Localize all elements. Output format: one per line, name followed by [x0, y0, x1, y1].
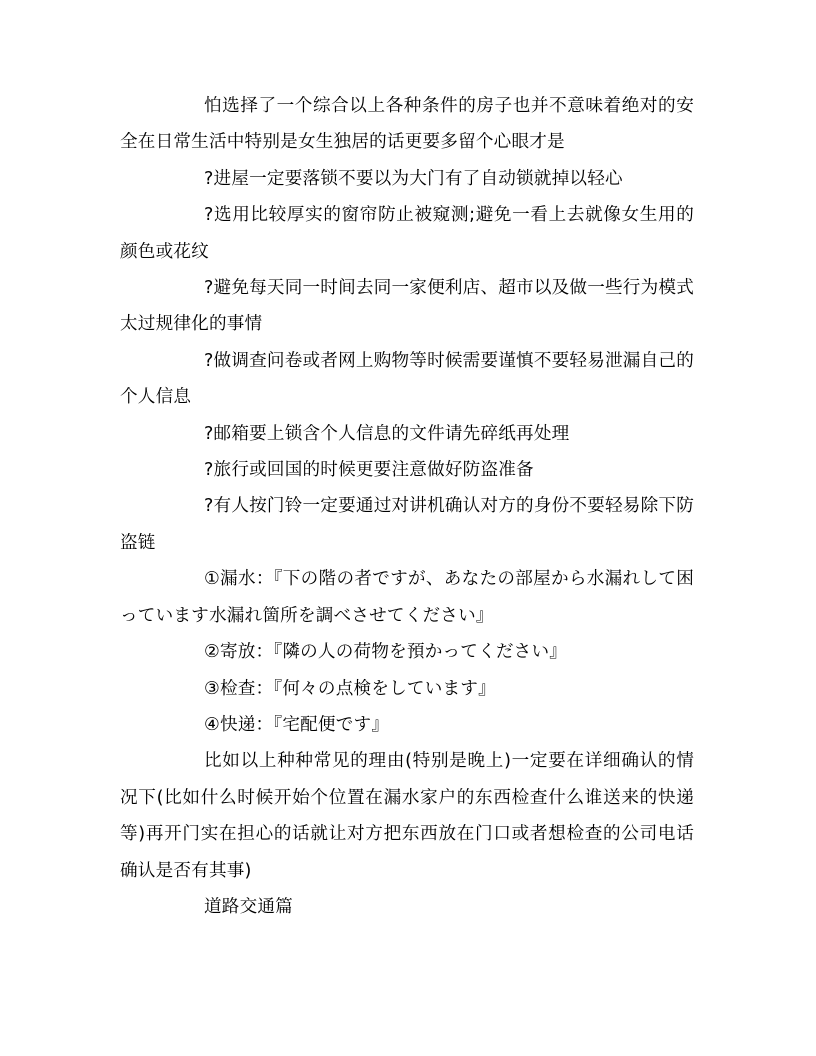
tip-routine: ?避免每天同一时间去同一家便利店、超市以及做一些行为模式太过规律化的事情 [120, 278, 694, 335]
tip-lock-door: ?进屋一定要落锁不要以为大门有了自动锁就掉以轻心 [204, 168, 623, 189]
document-page [120, 88, 694, 925]
excuse-delivery: ④快递：『宅配便です』 [204, 714, 390, 735]
excuse-inspection: ③检查：『何々の点検をしています』 [204, 678, 496, 699]
excuse-package-hold: ②寄放：『隣の人の荷物を預かってください』 [204, 642, 568, 663]
section-heading-traffic: 道路交通篇 [204, 896, 293, 917]
tip-doorbell: ?有人按门铃一定要通过对讲机确认对方的身份不要轻易除下防盗链 [120, 496, 694, 553]
tip-personal-info: ?做调查问卷或者网上购物等时候需要谨慎不要轻易泄漏自己的个人信息 [120, 350, 694, 408]
tip-curtains: ?选用比较厚实的窗帘防止被窥测;避免一看上去就像女生用的颜色或花纹 [120, 205, 694, 262]
intro-paragraph: 怕选择了一个综合以上各种条件的房子也并不意味着绝对的安全在日常生活中特别是女生独居的话更要多留个心眼才是 [120, 96, 694, 153]
tip-travel: ?旅行或回国的时候更要注意做好防盗准备 [204, 460, 534, 481]
excuse-water-leak: ①漏水：『下の階の者ですが、あなたの部屋から水漏れして困っています水漏れ箇所を調べさせてください』 [120, 569, 694, 626]
summary-paragraph: 比如以上种种常见的理由(特别是晚上)一定要在详细确认的情况下(比如什么时候开始个位置在漏水家户的东西检查什么谁送来的快递等)再开门实在担心的话就让对方把东西放在门口或者想检查的公司电话确认是否有其事) [120, 751, 694, 881]
tip-mailbox: ?邮箱要上锁含个人信息的文件请先碎纸再处理 [204, 423, 570, 444]
